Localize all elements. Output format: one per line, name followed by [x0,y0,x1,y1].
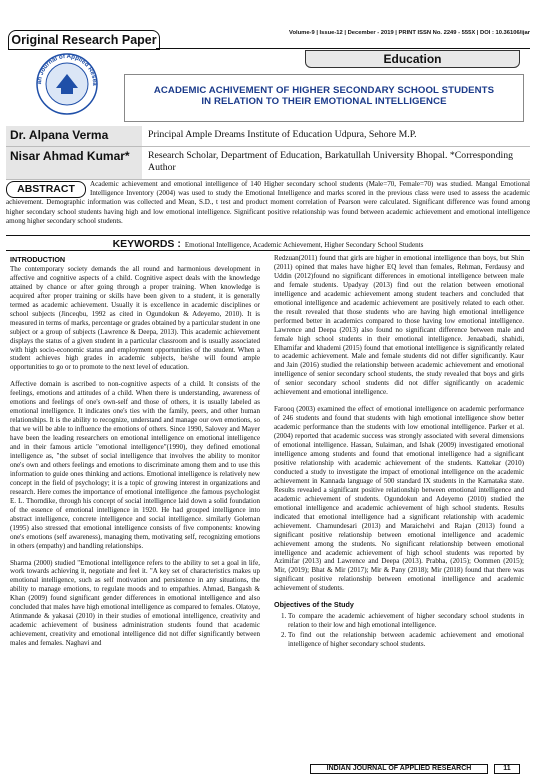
author-name: Dr. Alpana Verma [6,126,142,146]
body-paragraph: Sharma (2000) studied "Emotional intelligence refers to the ability to set a goal in life, work towards achieving it, negotiate and feel it. "A key set of characteristics makes up emotional intelligence, such as self motivation and persistence in any situations, the ability to manage emotions, to regulate moods and to empathies. Ahmad, Bangash & Khan (2009) found significant gender differences in emotional intelligence and also concluded that males have high emotional intelligence as compared to females. Olatoye, Atinmande & yakasai (2010) in their studies of emotional intelligence, creativity and academic achievement of business administration students found that academic achievement, creativity and emotional intelligence did not differ significantly between males and females. Naghavi and [10,558,260,648]
author-affiliation: Principal Ample Dreams Institute of Education Udpura, Sehore M.P. [148,129,417,140]
subject-label: Education [305,50,520,68]
page-number: 11 [494,764,520,774]
abstract [6,180,530,226]
title-line-2: IN RELATION TO THEIR EMOTIONAL INTELLIGENCE [201,96,447,107]
paper-title [124,74,524,122]
body-paragraph: Redzuan(2011) found that girls are higher in emotional intelligence than boys, but Shin (2011) opined that males have higher EQ level than females, Rehman, Ferdausy and Uddin (2012)found no significant differences in emotional intelligence between male and female students. Upadyay (2013) find out the relation between emotional intelligence and academic achievement among student teachers and concluded that emotional intelligence and academic achievement are positively related to each other. the result revealed that those students who are having high emotional intelligence performed better in academics compared to those having low emotional intelligence. Lawrence and Deepa (2013) also found no significant difference between male and female high school students in their emotional intelligence. Jenaabadi, shahidi, Elhamifar and khademi (2015) found that emotional intelligence is significantly related to academic achievement. Male and female students did not differ significantly. Kaur and Jain (2016) studied the relationship between academic achievement and emotional intelligence of senior secondary school students, the study revealed that boys and girls of senior secondary school students did not differ significantly on academic achievement and emotional intelligence. [274,254,524,397]
body-paragraph: Affective domain is ascribed to non-cognitive aspects of a child. It consists of the feelings, emotions and attitudes of a child. When there is understanding, awareness of emotions and feelings of one's own-self and those of others, it is usually labeled as emotional intelligence. It indicates one's ties with the family, peers, and other human relationships. It is the ability to recognize, understand and manage our own emotions, so that we will be able to influence the emotions of others. Since 1990, Salovey and Mayer have been the leading researchers on emotional intelligence on emotional intelligence and in their famous article "emotional intelligence"(1990), they defined emotional intelligence as, "the subset of social intelligence that involves the ability to monitor one's own and others feelings and emotions to discriminate among them and to use this information to guide ones thinking and actions. Emotional intelligence is relatively new concept in the field of psychology; it is a topic of growing interest in organizations and research. Here comes the importance of emotional intelligence .the famous psychologist E. L. Thorndike, through his concept of social intelligence laid down a solid foundation of the essence of emotional intelligence in 1920. He had grouped intelligence into abstract intelligence, concrete intelligence and social intelligence. similarly Goleman (1995) also stressed that emotional intelligence consists of five components: knowing one's emotions (self awareness), managing them, motivating self, recognizing emotions in others (empathy) and handling relationships. [10,380,260,550]
header-rule [156,48,530,49]
body-column-left [10,256,260,656]
author-row [6,147,530,180]
article-type-label: Original Research Paper [8,30,160,50]
abstract-label: ABSTRACT [6,181,86,198]
journal-name: INDIAN JOURNAL OF APPLIED RESEARCH [310,764,488,774]
logo-text: an Journal of Applied Resea [35,52,99,86]
section-heading: INTRODUCTION [10,255,66,264]
abstract-text: Academic achievement and emotional intelligence of 140 Higher secondary school students (Male=70, Female=70) was studied. Mangal Emotional Intelligence Inventory (2004) was used to study the Emotional Intelligence and marks scored in the previous class were used to assess the academic achievement. Demographic information was collected and Mean, S.D., t test and product moment correlation of Pearson were calculated. Significant difference was found among higher secondary school students having high and low emotional intelligence. Significant positive relationship was found between academic achievement and emotional intelligence among higher secondary school students. [6,180,530,225]
keywords-label: KEYWORDS : [112,238,181,250]
list-item: 2. To find out the relationship between academic achievement and emotional intelligence of higher secondary school students. [288,631,524,649]
keywords-text: Emotional Intelligence, Academic Achievement, Higher Secondary School Students [184,241,424,249]
title-line-1: ACADEMIC ACHIVEMENT OF HIGHER SECONDARY SCHOOL STUDENTS [153,85,495,96]
author-table [6,126,530,180]
page-header [6,4,530,48]
objectives-list [274,612,524,649]
body-column-right [274,254,524,650]
keywords [6,235,530,251]
author-affiliation: Research Scholar, Department of Education, Barkatullah University Bhopal. *Corresponding Author [148,150,513,173]
author-name: Nisar Ahmad Kumar* [6,147,142,179]
author-row [6,126,530,147]
page-footer [274,764,528,774]
volume-issue-line: Volume-9 | Issue-12 | December - 2019 | PRINT ISSN No. 2249 - 555X | DOI : 10.36106/ijar [289,30,530,36]
section-heading: Objectives of the Study [274,600,354,610]
journal-logo-icon [12,52,122,116]
body-paragraph: Farooq (2003) examined the effect of emotional intelligence on academic performance of 246 students and found that students with high emotional intelligence show better academic performance than the students with low emotional intelligence. Parker et al. (2004) reported that academic success was strongly associated with several dimensions of emotional intelligence. Hassan, Sulaiman, and Ishak (2009) investigated emotional intelligence among students and found that emotional intelligence had a significant positive relationship with academic achievement of the students. Kattekar (2010) conducted a study to investigate the impact of emotional intelligence on the academic achievement in Kannada language of 500 standard IX students in the Karnataka state. Results revealed a significant positive relationship between emotional intelligence and academic achievement of students. Ogundokun and Adeyemo (2010) studied the emotional intelligence and academic achievement of high school students. Results indicated that emotional intelligence had a significant relationship with academic achievement. Chamundesari (2013) and Maraichelvi and Rajan (2013) found a significant positive relationship between emotional intelligence and academic achievement among the students. No significant relationship between emotional intelligence and academic achievement of high school students was reported by Azimifar (2013) and Lawrence and Deepa (2013). Prabha, (2015); Oommen (2015); Mir, (2019); Bhat & Mir (2017); Mir & Pany (2018); Mir (2018) found that there was significant positive relationship between emotional intelligence and academic achievement of students. [274,405,524,593]
body-paragraph: The contemporary society demands the all round and harmonious development in affective and cognitive aspects of a child. Cognitive aspect deals with the knowledge attained by chance or after going through a proper training. When knowledge is acquired after proper training or skills have been given to a student, it is generally termed as academic achievement. Usually it is excellence in academic disciplines or school subjects (Jinceqbu, 1992 as cited in Ogundokun & Adeyemo, 2010). It is measured in terms of marks, percentage or grades obtained by a particular student in one subject or a group of subjects (Lawrence & Deepa, 2013). This academic achievement displays the status of a given student in a particular classroom and is usually associated with high socio-economic status and employment opportunities of the student. When a student achieves high grades in academic subjects, he/she will found ample opportunities to go or to promote to the next level of education. [10,264,260,372]
list-item: 1. To compare the academic achievement of higher secondary school students in relation to their low and high emotional intelligence. [288,612,524,630]
